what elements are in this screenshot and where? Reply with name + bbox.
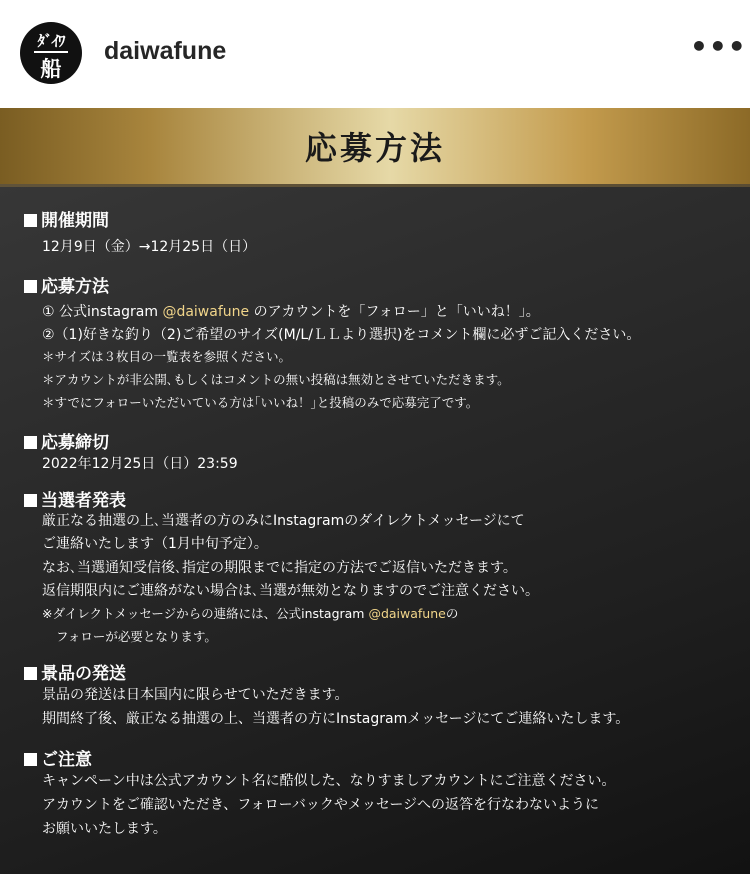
apply-step-1: ① 公式instagram @daiwafune のアカウントを「フォロー」と「いいね！」。 (42, 304, 540, 320)
post-content (0, 108, 750, 874)
deadline-datetime: 2022年12月25日（日）23:59 (42, 456, 238, 472)
square-bullet-icon (24, 214, 37, 227)
winner-line-3: なお､当選通知受信後､指定の期限までに指定の方法でご返信いただきます。 (42, 560, 517, 576)
section-title-period: 開催期間 (24, 206, 109, 231)
section-title-caution: ご注意 (24, 745, 92, 770)
section-title-shipping: 景品の発送 (24, 659, 126, 684)
winner-note-1: ※ダイレクトメッセージからの連絡には、公式instagram @daiwafuneの (42, 606, 459, 621)
period-dates: 12月9日（金）→12月25日（日） (42, 239, 257, 255)
winner-note-2: フォローが必要となります。 (56, 629, 217, 644)
square-bullet-icon (24, 494, 37, 507)
handle-link: @daiwafune (368, 606, 446, 621)
caution-line-3: お願いいたします。 (42, 821, 167, 837)
winner-line-1: 厳正なる抽選の上､当選者の方のみにInstagramのダイレクトメッセージにて (42, 513, 525, 529)
apply-note-1: ＊サイズは３枚目の一覧表を参照ください。 (42, 349, 292, 364)
caution-line-2: アカウントをご確認いただき、フォローバックやメッセージへの返答を行なわないように (42, 797, 600, 813)
shipping-line-1: 景品の発送は日本国内に限らせていただきます。 (42, 687, 349, 703)
username-link[interactable]: daiwafune (104, 37, 227, 65)
handle-link: @daiwafune (162, 304, 250, 320)
square-bullet-icon (24, 753, 37, 766)
brand-logo-text: ﾀﾞｲﾜ (37, 32, 65, 50)
square-bullet-icon (24, 436, 37, 449)
apply-step-2: ②（1)好きな釣り（2)ご希望のサイズ(M/L/ＬＬより選択)をコメント欄に必ずご記入ください。 (42, 327, 641, 343)
post-image (0, 108, 750, 874)
section-title-winner: 当選者発表 (24, 486, 126, 511)
banner-title: 応募方法 (304, 129, 445, 167)
more-options-icon[interactable]: ••• (690, 30, 747, 63)
shipping-line-2: 期間終了後、厳正なる抽選の上、当選者の方にInstagramメッセージにてご連絡いたします。 (42, 711, 630, 727)
section-title-apply: 応募方法 (24, 272, 109, 297)
apply-note-3: ＊すでにフォローいただいている方は｢いいね！｣と投稿のみで応募完了です。 (42, 395, 479, 410)
winner-line-2: ご連絡いたします（1月中旬予定）。 (42, 536, 268, 552)
section-title-deadline: 応募締切 (24, 428, 109, 453)
square-bullet-icon (24, 280, 37, 293)
post-header (0, 0, 750, 108)
winner-line-4: 返信期限内にご連絡がない場合は､当選が無効となりますのでご注意ください。 (42, 583, 539, 599)
avatar[interactable] (20, 22, 82, 84)
caution-line-1: キャンペーン中は公式アカウント名に酷似した、なりすましアカウントにご注意ください。 (42, 773, 616, 789)
apply-note-2: ＊アカウントが非公開､もしくはコメントの無い投稿は無効とさせていただきます。 (42, 372, 510, 387)
square-bullet-icon (24, 667, 37, 680)
brand-logo-kanji: 船 (40, 57, 62, 81)
